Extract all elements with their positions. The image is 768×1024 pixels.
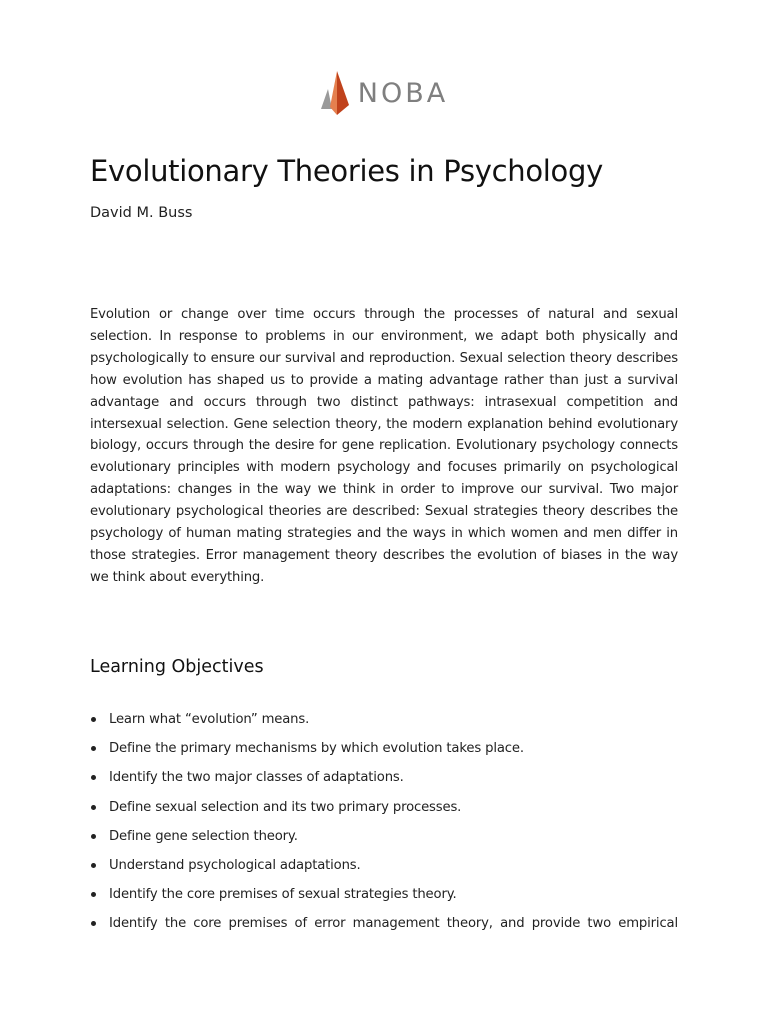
bullet-icon [91, 717, 96, 722]
objective-text: Identify the core premises of error management theory, and provide two empirical [109, 916, 678, 932]
bullet-icon [91, 775, 96, 780]
author-name: David M. Buss [90, 205, 193, 221]
noba-logo-icon [320, 69, 350, 115]
objective-text: Define the primary mechanisms by which evolution takes place. [109, 741, 524, 757]
learning-objectives-list [90, 709, 678, 935]
objective-text: Understand psychological adaptations. [109, 857, 361, 873]
bullet-icon [91, 892, 96, 897]
noba-logo[interactable] [0, 68, 768, 116]
list-item [90, 884, 678, 913]
list-item [90, 709, 678, 738]
bullet-icon [91, 746, 96, 751]
list-item [90, 855, 678, 884]
list-item [90, 913, 678, 935]
bullet-icon [91, 834, 96, 839]
bullet-icon [91, 921, 96, 926]
objective-text: Define sexual selection and its two primary processes. [109, 799, 462, 815]
objective-text: Define gene selection theory. [109, 828, 298, 844]
objective-text: Learn what “evolution” means. [109, 712, 310, 727]
abstract-paragraph: Evolution or change over time occurs through the processes of natural and sexual selection. In response to problems in our environment, we adapt both physically and psychologically to ensure our survival and reproduction. Sexual selection theory describes how evolution has shaped us to provide a mating advantage rather than just a survival advantage and occurs through two distinct pathways: intrasexual competition and intersexual selection. Gene selection theory, the modern explanation behind evolutionary biology, occurs through the desire for gene replication. Evolutionary psychology connects evolutionary principles with modern psychology and focuses primarily on psychological adaptations: changes in the way we think in order to improve our survival. Two major evolutionary psychological theories are described: Sexual strategies theory describes the psychology of human mating strategies and the ways in which women and men differ in those strategies. Error management theory describes the evolution of biases in the way we think about everything. [90, 307, 678, 585]
list-item [90, 797, 678, 826]
bullet-icon [91, 863, 96, 868]
list-item [90, 826, 678, 855]
objective-text: Identify the two major classes of adaptations. [109, 770, 404, 786]
list-item [90, 767, 678, 796]
page-title: Evolutionary Theories in Psychology [90, 154, 603, 188]
bullet-icon [91, 805, 96, 810]
brand-name: NOBA [357, 77, 449, 109]
objective-text: Identify the core premises of sexual strategies theory. [109, 887, 457, 903]
list-item [90, 738, 678, 767]
learning-objectives-heading: Learning Objectives [90, 657, 264, 677]
